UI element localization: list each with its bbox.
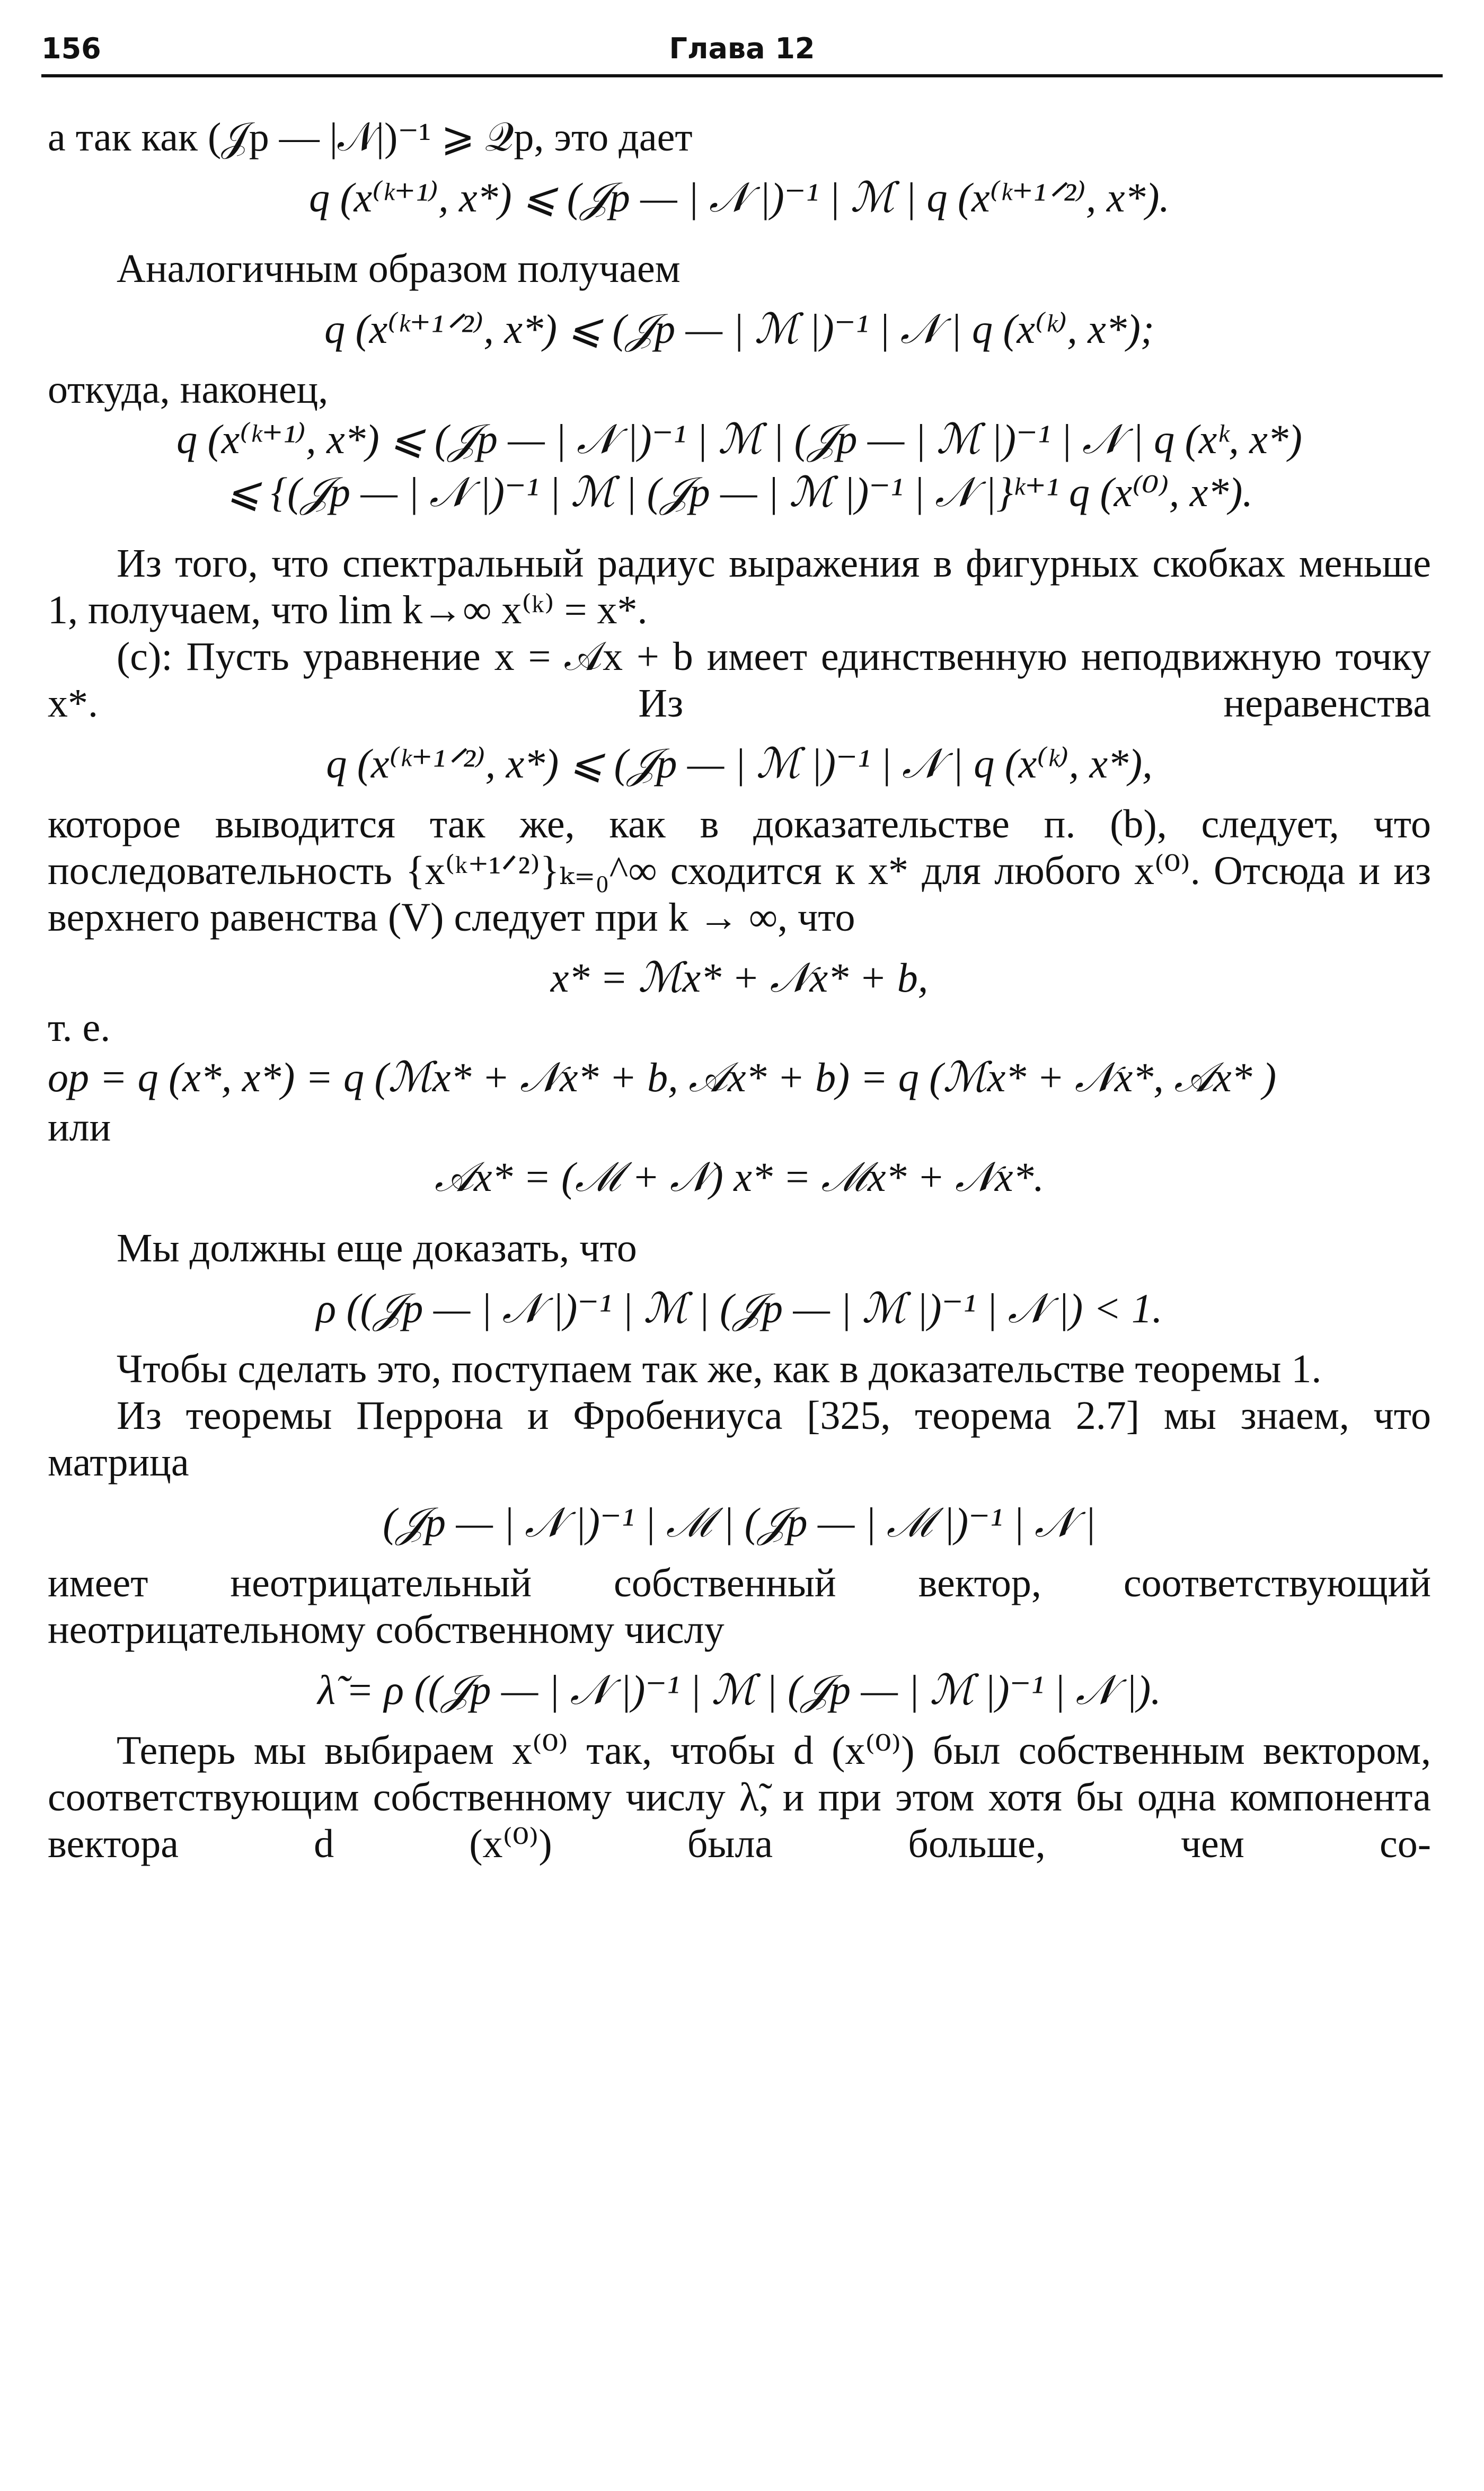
- paragraph: Теперь мы выбираем x⁽⁰⁾ так, чтобы d (x⁽⁰⁾) был собственным вектором, соответствующим собственному числу λ̃, и при этом хотя бы одна компонента вектора d (x⁽⁰⁾) была больше, чем со-: [48, 1728, 1431, 1866]
- paragraph: Мы должны еще доказать, что: [117, 1226, 637, 1270]
- page-header: [41, 32, 1443, 77]
- equation: λ̃ = ρ ((𝒥p — | 𝒩 |)⁻¹ | ℳ | (𝒥p — | ℳ |)⁻¹ | 𝒩 |).: [317, 1667, 1161, 1713]
- paragraph: а так как (𝒥p — |𝒩|)⁻¹ ⩾ 𝒬p, это дает: [48, 115, 693, 160]
- paragraph: или: [48, 1105, 111, 1150]
- paragraph: Из того, что спектральный радиус выражения в фигурных скобках меньше 1, получаем, что lim k→∞ x⁽ᵏ⁾ = x*.: [48, 541, 1431, 632]
- paragraph: (c): Пусть уравнение x = 𝒜x + b имеет единственную неподвижную точку x*. Из неравенства: [48, 634, 1431, 726]
- equation: ρ ((𝒥p — | 𝒩 |)⁻¹ | ℳ | (𝒥p — | ℳ |)⁻¹ | 𝒩 |) < 1.: [316, 1285, 1163, 1331]
- equation: q (x⁽ᵏ⁺¹⁾, x*) ⩽ (𝒥p — | 𝒩 |)⁻¹ | ℳ | (𝒥p — | ℳ |)⁻¹ | 𝒩 | q (xᵏ, x*): [176, 416, 1302, 462]
- equation: q (x⁽ᵏ⁺¹ᐟ²⁾, x*) ⩽ (𝒥p — | ℳ |)⁻¹ | 𝒩 | q (x⁽ᵏ⁾, x*),: [326, 740, 1153, 787]
- paragraph: Аналогичным образом получаем: [117, 246, 681, 291]
- paragraph: откуда, наконец,: [48, 367, 329, 412]
- chapter-title: Глава 12: [669, 32, 815, 65]
- equation: q (x⁽ᵏ⁺¹ᐟ²⁾, x*) ⩽ (𝒥p — | ℳ |)⁻¹ | 𝒩 | q (x⁽ᵏ⁾, x*);: [324, 306, 1154, 352]
- equation: 𝒜x* = (ℳ + 𝒩) x* = ℳx* + 𝒩x*.: [435, 1154, 1044, 1200]
- equation: x* = ℳx* + 𝒩x* + b,: [550, 955, 929, 1001]
- page-number: 156: [41, 32, 101, 65]
- paragraph: т. е.: [48, 1005, 111, 1050]
- equation: op = q (x*, x*) = q (ℳx* + 𝒩x* + b, 𝒜x* + b) = q (ℳx* + 𝒩x*, 𝒜x* ): [48, 1054, 1277, 1100]
- paragraph: Чтобы сделать это, поступаем так же, как в доказательстве теоремы 1.: [117, 1347, 1322, 1391]
- equation: (𝒥p — | 𝒩 |)⁻¹ | ℳ | (𝒥p — | ℳ |)⁻¹ | 𝒩 |: [383, 1499, 1096, 1545]
- page-body: [48, 114, 1431, 1867]
- equation: ⩽ {(𝒥p — | 𝒩 |)⁻¹ | ℳ | (𝒥p — | ℳ |)⁻¹ | 𝒩 |}ᵏ⁺¹ q (x⁽⁰⁾, x*).: [226, 469, 1253, 515]
- equation: q (x⁽ᵏ⁺¹⁾, x*) ⩽ (𝒥p — | 𝒩 |)⁻¹ | ℳ | q (x⁽ᵏ⁺¹ᐟ²⁾, x*).: [309, 174, 1170, 220]
- paragraph: Из теоремы Перрона и Фробениуса [325, теорема 2.7] мы знаем, что матрица: [48, 1393, 1431, 1485]
- paragraph: которое выводится так же, как в доказательстве п. (b), следует, что последовательность {x⁽ᵏ⁺¹ᐟ²⁾}ₖ₌₀^∞ сходится к x* для любого x⁽⁰⁾. Отсюда и из верхнего равенства (V) следует при k → ∞, что: [48, 802, 1431, 940]
- paragraph: имеет неотрицательный собственный вектор, соответствующий неотрицательному собственному числу: [48, 1561, 1431, 1652]
